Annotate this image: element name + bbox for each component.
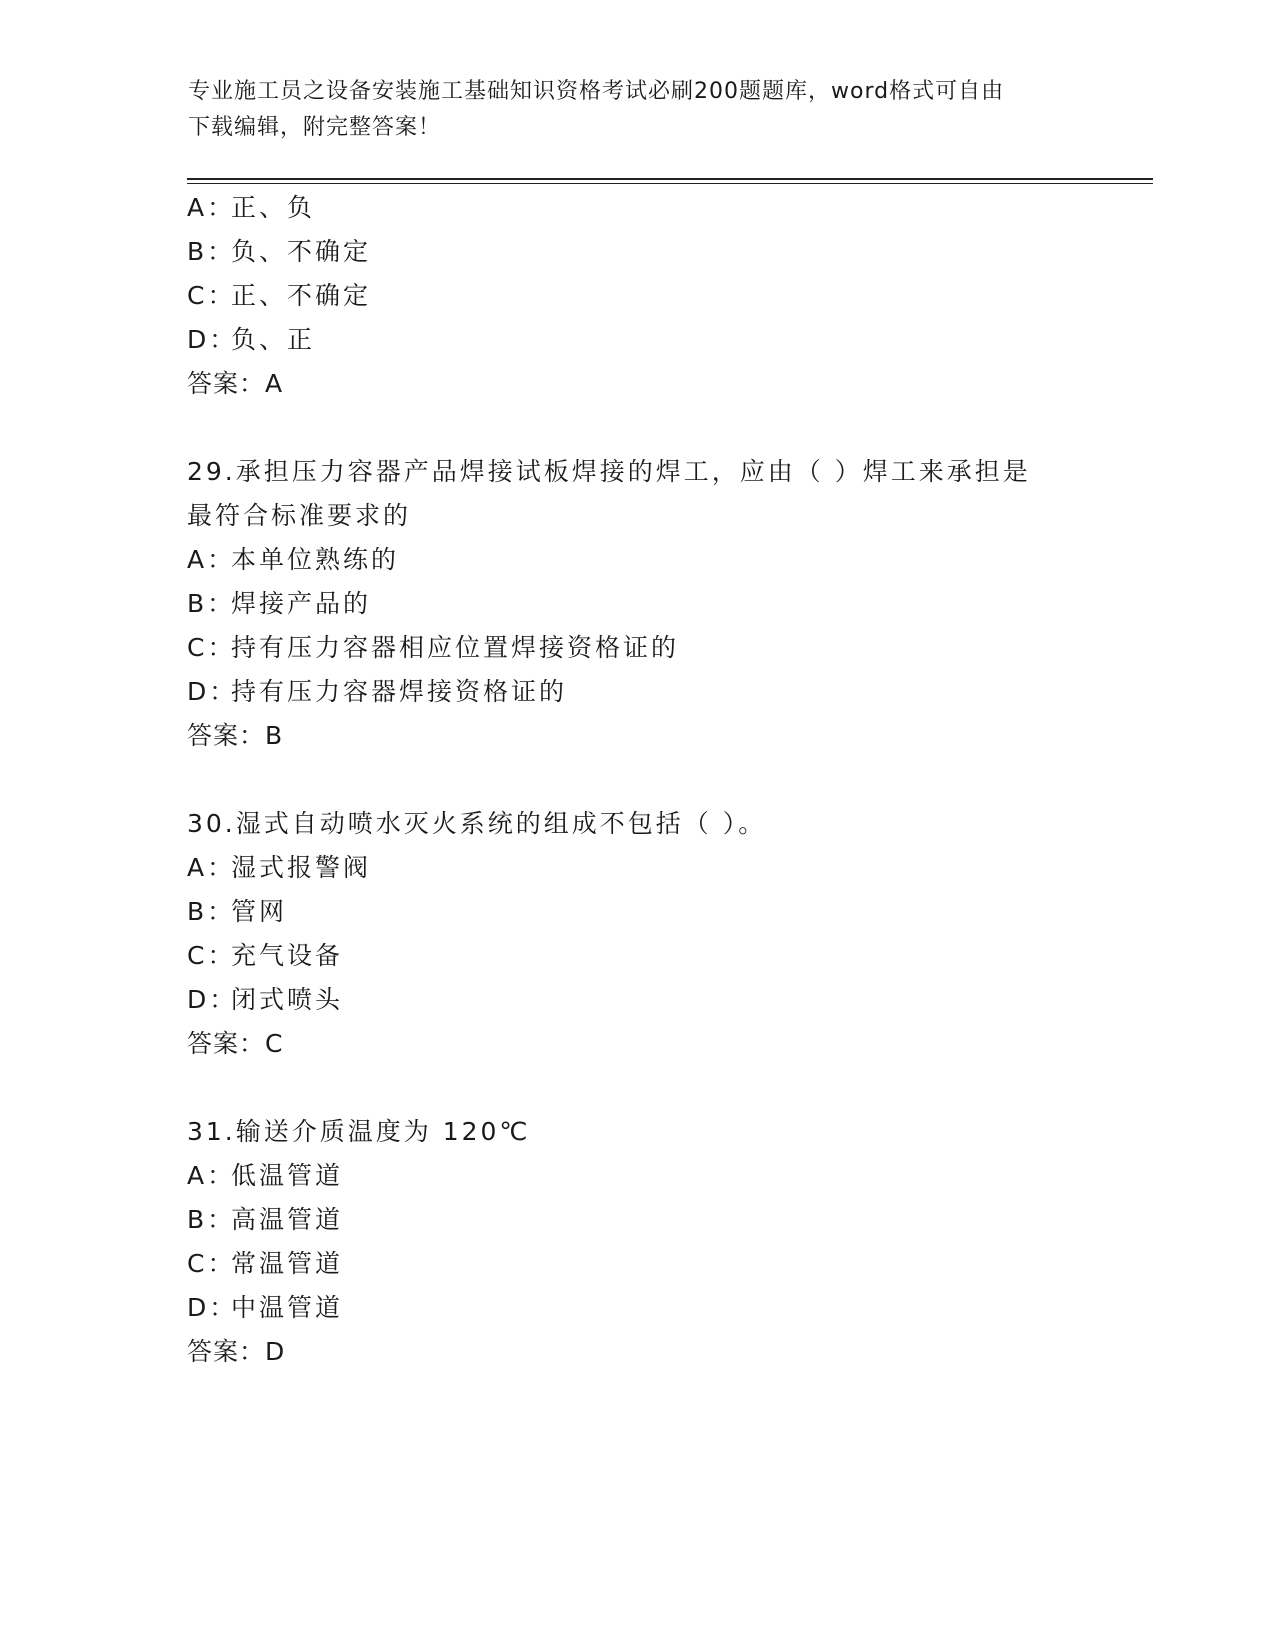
option-key: C： [187,1249,236,1278]
option-text: 闭式喷头 [231,985,344,1014]
option-text: 常温管道 [231,1249,344,1278]
option-text: 正、负 [231,193,316,222]
option-text: 焊接产品的 [231,589,372,618]
q31-answer: 答案：D [187,1337,286,1366]
option-key: A： [187,853,236,882]
q31-question-line-1: 31.输送介质温度为 120℃ [187,1117,531,1146]
header-divider-thin [187,183,1153,184]
q30-answer: 答案：C [187,1029,284,1058]
q29-option-b [187,586,371,622]
option-key: D： [187,677,238,706]
option-key: A： [187,545,236,574]
option-key: B： [187,897,236,926]
option-key: D： [187,325,238,354]
q29-option-a [187,542,399,578]
option-text: 负、不确定 [231,237,372,266]
q31-option-b [187,1202,343,1238]
q30-option-b [187,894,287,930]
q28-option-a [187,190,315,226]
q28-answer: 答案：A [187,369,284,398]
q29-question-line-2: 最符合标准要求的 [187,501,412,530]
q31-option-a [187,1158,343,1194]
option-text: 负、正 [231,325,316,354]
q29-option-c [187,630,679,666]
header-line-2: 下载编辑，附完整答案！ [188,115,442,140]
q29-option-d [187,674,567,710]
q28-option-b [187,234,371,270]
q30-option-c [187,938,343,974]
option-text: 持有压力容器相应位置焊接资格证的 [231,633,680,662]
option-text: 本单位熟练的 [231,545,400,574]
option-key: C： [187,281,236,310]
option-key: A： [187,193,236,222]
q30-option-a [187,850,371,886]
q28-option-c [187,278,371,314]
header-divider-thick [187,178,1153,180]
option-key: C： [187,633,236,662]
option-text: 高温管道 [231,1205,344,1234]
q31-option-d [187,1290,343,1326]
option-key: C： [187,941,236,970]
q29-question-line-1: 29.承担压力容器产品焊接试板焊接的焊工，应由（ ）焊工来承担是 [187,457,1031,486]
q29-answer: 答案：B [187,721,284,750]
q31-option-c [187,1246,343,1282]
q30-question-line-1: 30.湿式自动喷水灭火系统的组成不包括（ ）。 [187,809,767,838]
option-key: B： [187,237,236,266]
option-text: 中温管道 [231,1293,344,1322]
option-text: 湿式报警阀 [231,853,372,882]
option-text: 持有压力容器焊接资格证的 [231,677,568,706]
header-line-1: 专业施工员之设备安装施工基础知识资格考试必刷200题题库，word格式可自由 [188,79,1005,104]
q30-option-d [187,982,343,1018]
option-key: D： [187,985,238,1014]
document-header [188,74,1068,146]
option-text: 正、不确定 [231,281,372,310]
option-key: A： [187,1161,236,1190]
option-key: B： [187,589,236,618]
option-key: B： [187,1205,236,1234]
option-text: 低温管道 [231,1161,344,1190]
q28-option-d [187,322,315,358]
option-text: 充气设备 [231,941,344,970]
option-key: D： [187,1293,238,1322]
option-text: 管网 [231,897,288,926]
